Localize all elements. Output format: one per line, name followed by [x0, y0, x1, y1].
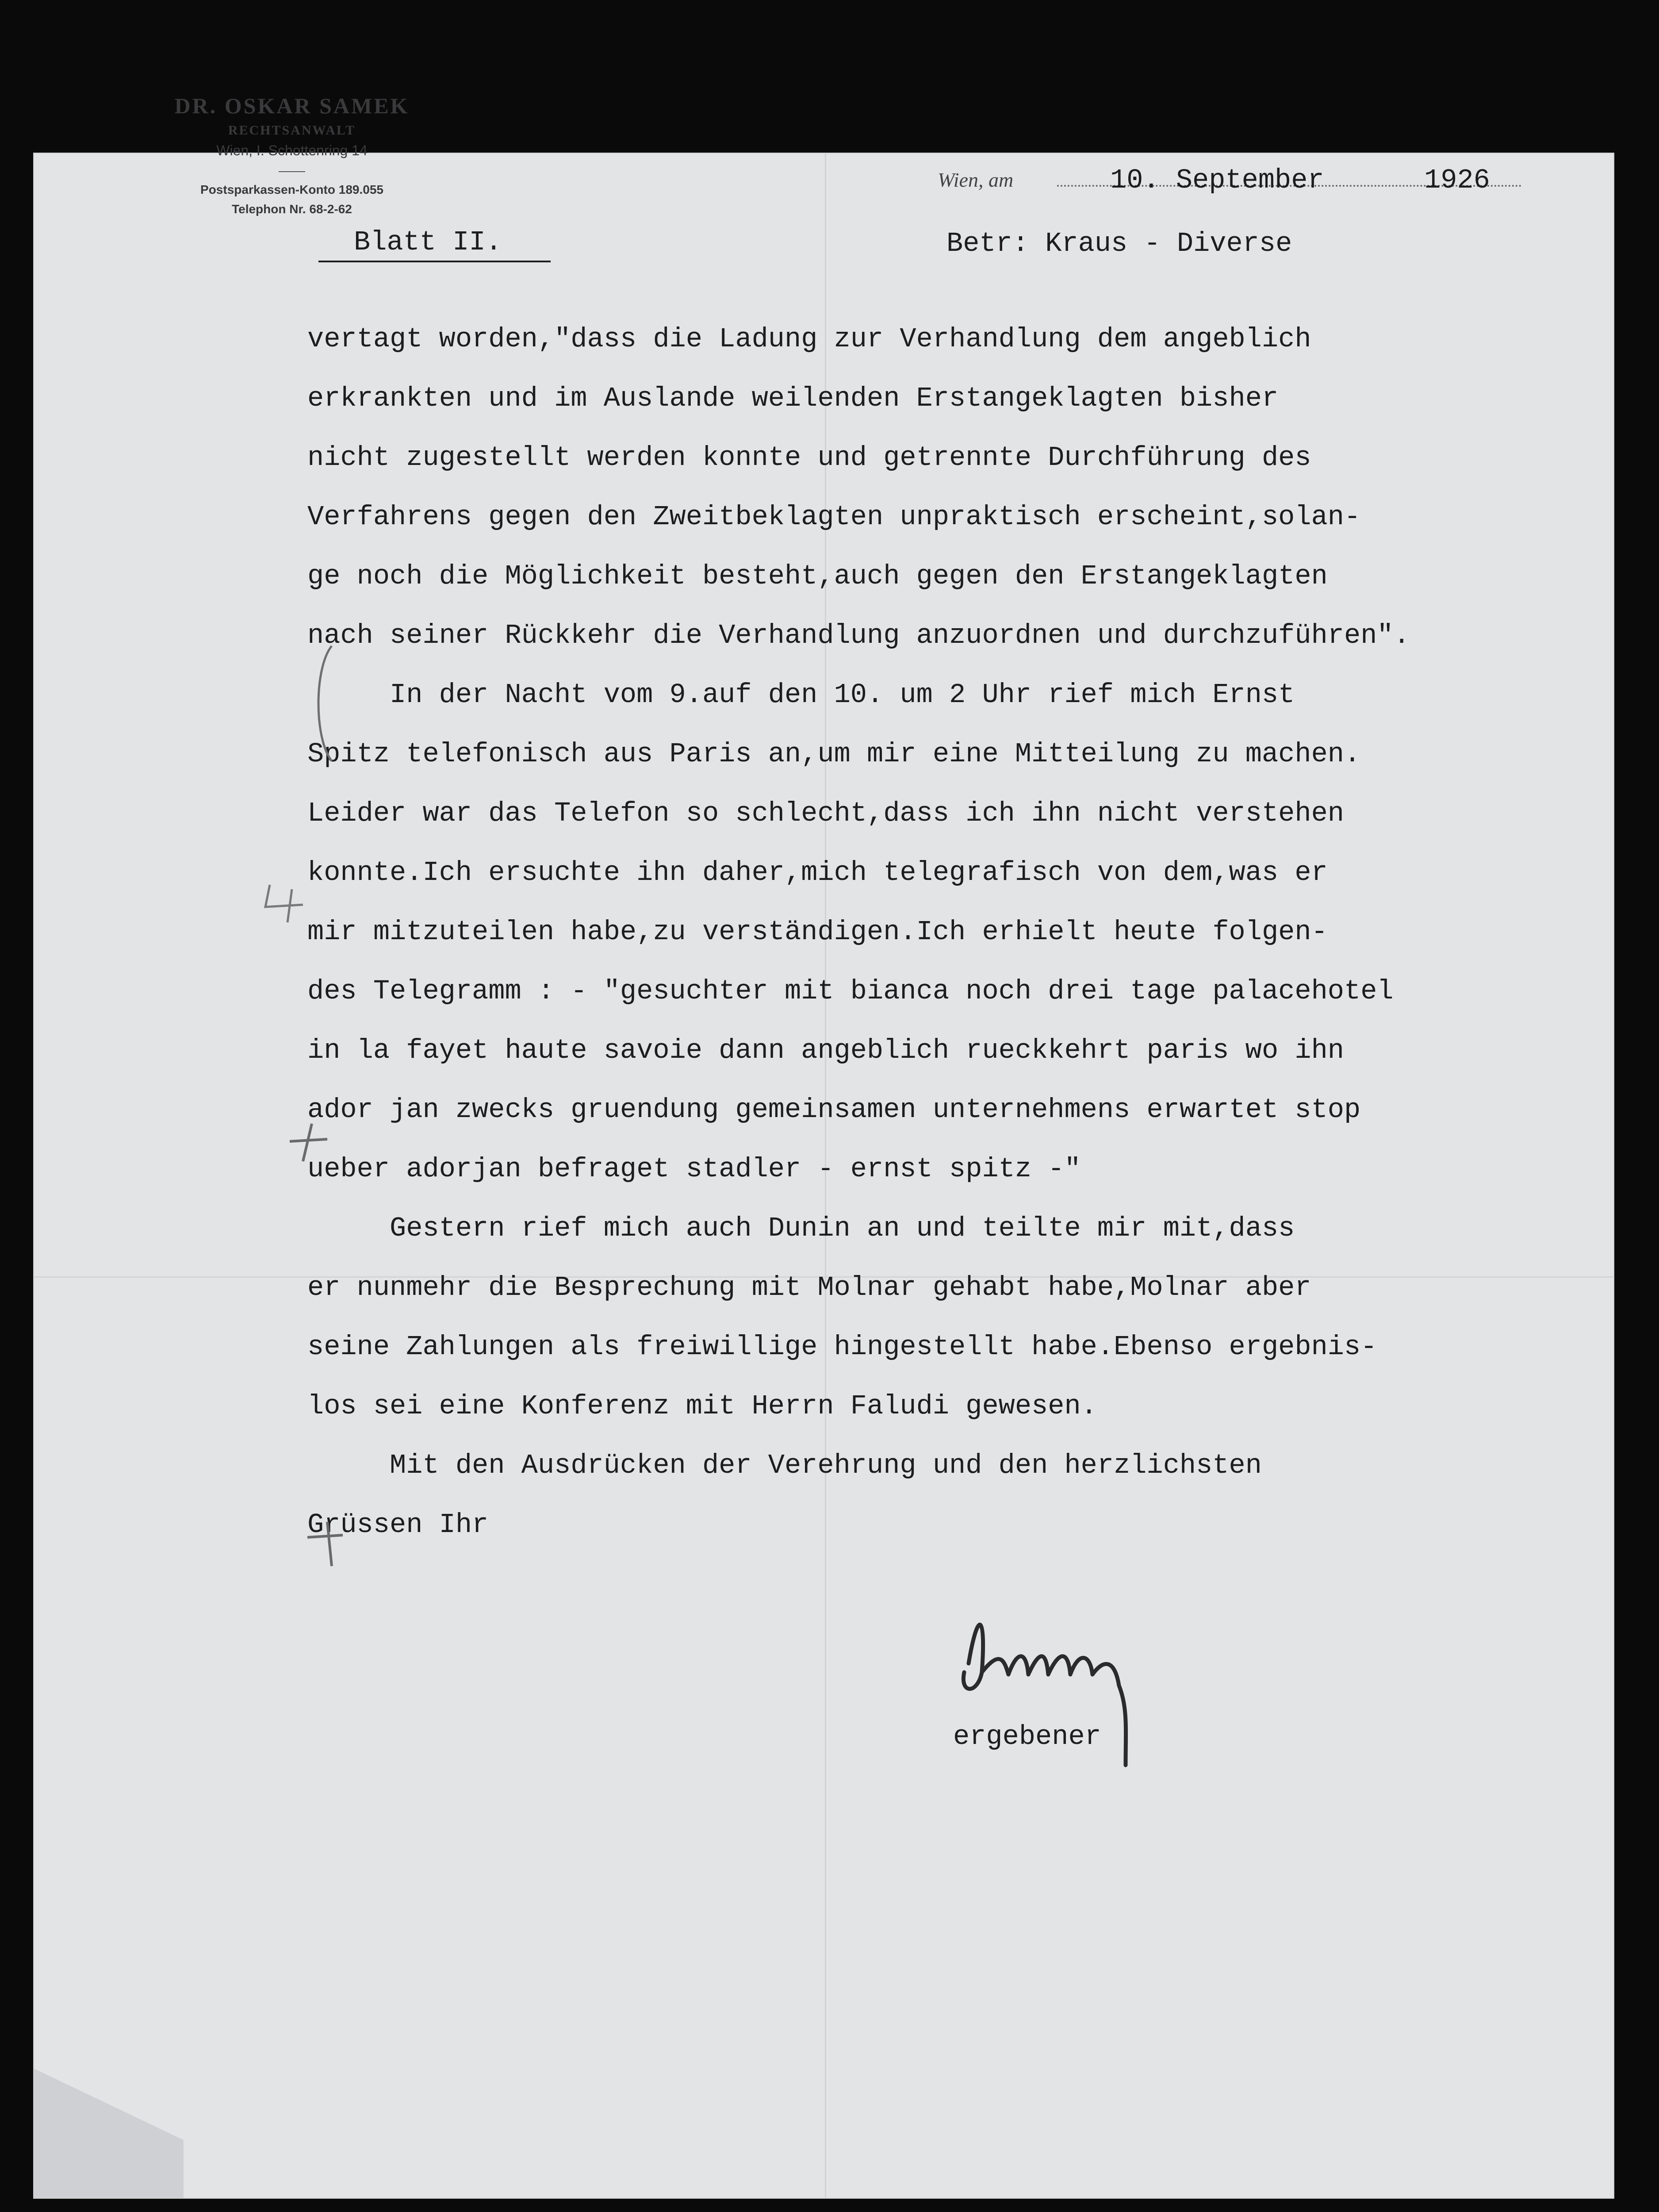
letterhead-telephone: Telephon Nr. 68-2-62: [232, 202, 352, 216]
body-line: In der Nacht vom 9.auf den 10. um 2 Uhr rief mich Ernst: [307, 679, 1295, 710]
letter-body: [307, 310, 1599, 1555]
subject-line: Betr: Kraus - Diverse: [946, 228, 1292, 259]
body-line: Mit den Ausdrücken der Verehrung und den herzlichsten: [307, 1450, 1262, 1481]
body-line: Verfahrens gegen den Zweitbeklagten unpraktisch erscheint,solan-: [307, 501, 1361, 533]
letterhead-title: RECHTSANWALT: [228, 123, 356, 138]
margin-cross-mark: [283, 1119, 332, 1164]
letterhead-postsparkasse: Postsparkassen-Konto 189.055: [200, 183, 383, 196]
body-line: erkrankten und im Auslande weilenden Erstangeklagten bisher: [307, 383, 1279, 414]
body-line: er nunmehr die Besprechung mit Molnar gehabt habe,Molnar aber: [307, 1272, 1311, 1303]
body-line: nach seiner Rückkehr die Verhandlung anzuordnen und durchzuführen".: [307, 620, 1410, 651]
dateline-place: Wien, am: [938, 169, 1014, 191]
margin-pencil-mark: [261, 880, 310, 925]
letterhead-name: DR. OSKAR SAMEK: [174, 93, 410, 118]
body-line: nicht zugestellt werden konnte und getrennte Durchführung des: [307, 442, 1311, 473]
closing-salutation: ergebener: [953, 1721, 1101, 1752]
body-line: seine Zahlungen als freiwillige hingestellt habe.Ebenso ergebnis-: [307, 1331, 1377, 1363]
dateline-date: 10. September: [1110, 165, 1324, 196]
body-line: des Telegramm : - "gesuchter mit bianca noch drei tage palacehotel: [307, 975, 1394, 1007]
body-line: Leider war das Telefon so schlecht,dass ich ihn nicht verstehen: [307, 798, 1344, 829]
letterhead-address: Wien, I. Schottenring 14: [216, 142, 368, 158]
sheet-label: Blatt II.: [354, 227, 551, 262]
body-line: ador jan zwecks gruendung gemeinsamen unternehmens erwartet stop: [307, 1094, 1361, 1125]
letterhead: [111, 93, 473, 219]
body-line: los sei eine Konferenz mit Herrn Faludi gewesen.: [307, 1390, 1097, 1422]
margin-bracket-mark: [310, 641, 336, 765]
body-line: Grüssen Ihr: [307, 1509, 489, 1540]
body-line: vertagt worden,"dass die Ladung zur Verhandlung dem angeblich: [307, 323, 1311, 355]
body-line: mir mitzuteilen habe,zu verständigen.Ich erhielt heute folgen-: [307, 916, 1328, 948]
body-line: Gestern rief mich auch Dunin an und teilte mir mit,dass: [307, 1213, 1295, 1244]
margin-cross-mark: [301, 1517, 349, 1571]
body-line: in la fayet haute savoie dann angeblich rueckkehrt paris wo ihn: [307, 1035, 1344, 1066]
handwritten-signature: [951, 1584, 1199, 1778]
body-line: Spitz telefonisch aus Paris an,um mir eine Mitteilung zu machen.: [307, 738, 1361, 770]
dateline-year: 1926: [1424, 165, 1490, 196]
body-line: konnte.Ich ersuchte ihn daher,mich telegrafisch von dem,was er: [307, 857, 1328, 888]
letterhead-divider: [279, 171, 305, 172]
body-line: ueber adorjan befraget stadler - ernst spitz -": [307, 1153, 1081, 1185]
folded-corner: [33, 2068, 184, 2199]
body-line: ge noch die Möglichkeit besteht,auch gegen den Erstangeklagten: [307, 561, 1328, 592]
